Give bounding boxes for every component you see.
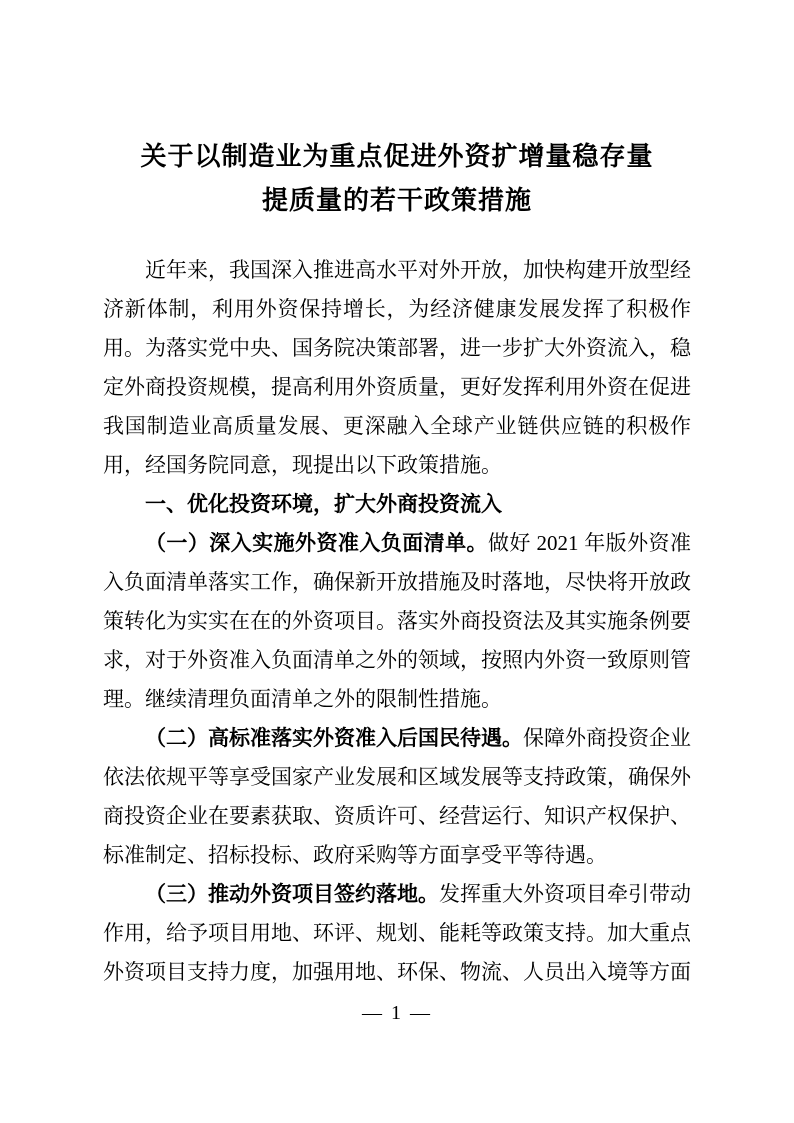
document-title-line-2: 提质量的若干政策措施: [261, 185, 532, 215]
document-body: [103, 251, 691, 992]
section-1-heading-text: 一、优化投资环境，扩大外商投资流入: [145, 493, 502, 516]
intro-paragraph: [103, 251, 691, 485]
policy-item-1: [103, 524, 691, 719]
document-title: [103, 134, 691, 222]
page-number: — 1 —: [362, 1002, 432, 1024]
policy-item-1-lead: （一）深入实施外资准入负面清单。: [145, 531, 488, 555]
policy-item-2-text: 保障外商投资企业依法依规平等享受国家产业发展和区域发展等支持政策，确保外商投资企业在要素获取、资质许可、经营运行、知识产权保护、标准制定、招标投标、政府采购等方面享受平等待遇。: [103, 726, 691, 867]
policy-item-3-lead: （三）推动外资项目签约落地。: [145, 882, 439, 906]
policy-item-2: [103, 719, 691, 875]
policy-item-3: [103, 875, 691, 992]
document-title-line-1: 关于以制造业为重点促进外资扩增量稳存量: [140, 141, 654, 171]
intro-paragraph-text: 近年来，我国深入推进高水平对外开放，加快构建开放型经济新体制，利用外资保持增长，为经济健康发展发挥了积极作用。为落实党中央、国务院决策部署，进一步扩大外资流入，稳定外商投资规模，提高利用外资质量，更好发挥利用外资在促进我国制造业高质量发展、更深融入全球产业链供应链的积极作用，经国务院同意，现提出以下政策措施。: [103, 258, 691, 477]
policy-item-3-text: 发挥重大外资项目牵引带动作用，给予项目用地、环评、规划、能耗等政策支持。加大重点外资项目支持力度，加强用地、环保、物流、人员出入境等方面: [103, 882, 691, 984]
section-1-heading: [103, 485, 691, 524]
page-footer: [0, 1000, 794, 1026]
policy-item-2-lead: （二）高标准落实外资准入后国民待遇。: [145, 726, 523, 750]
policy-item-1-text: 做好 2021 年版外资准入负面清单落实工作，确保新开放措施及时落地，尽快将开放政策转化为实实在在的外资项目。落实外商投资法及其实施条例要求，对于外资准入负面清单之外的领域，按照内外资一致原则管理。继续清理负面清单之外的限制性措施。: [103, 531, 691, 711]
